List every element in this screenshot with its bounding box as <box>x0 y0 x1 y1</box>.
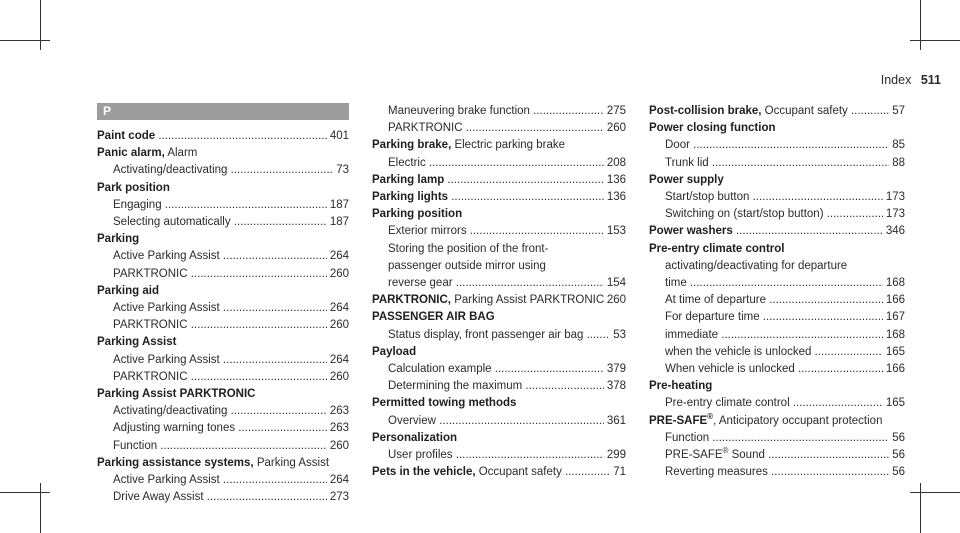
page-ref: 53 <box>613 328 626 341</box>
entry-term: Payload <box>372 345 417 358</box>
sub-entry-text <box>388 327 610 344</box>
entry-term: Panic alarm, <box>97 147 165 160</box>
sub-entry-term: Exterior mirrors <box>388 225 467 238</box>
index-column-2 <box>372 103 626 481</box>
page-ref: 264 <box>329 250 349 263</box>
entry-cross-ref: Electric parking brake <box>451 139 566 152</box>
entry-term: Power closing function <box>649 122 776 135</box>
entry-term: PRE-SAFE <box>649 414 708 427</box>
page-ref: 154 <box>606 277 626 290</box>
entry-cross-ref: , Anticipatory occupant protection <box>713 414 883 427</box>
page-ref: 168 <box>885 328 905 341</box>
page-ref: 208 <box>606 156 626 169</box>
index-entry <box>97 283 349 335</box>
sub-entry-text <box>388 223 604 240</box>
sub-entry <box>649 309 905 326</box>
sub-entry <box>97 489 349 506</box>
entry-heading-row <box>649 172 905 189</box>
sub-entry <box>649 464 905 481</box>
sub-entry <box>649 189 905 206</box>
page-ref: 73 <box>336 164 349 177</box>
entry-heading-row <box>97 128 349 145</box>
sub-entry-term: Selecting automatically <box>113 216 231 229</box>
sub-entry-text <box>113 489 327 506</box>
sub-entry-text <box>665 395 883 412</box>
entry-heading-text <box>649 223 883 240</box>
entry-heading-row <box>97 145 349 162</box>
entry-term: Parking aid <box>97 284 159 297</box>
sub-entry-text <box>113 317 327 334</box>
registered-mark: ® <box>707 412 714 421</box>
sub-entry-text <box>388 361 604 378</box>
entry-term: Post-collision brake, <box>649 105 762 117</box>
entry-term: Pets in the vehicle, <box>372 466 476 479</box>
entry-heading-row <box>372 172 626 189</box>
sub-entry-term: Switching on (start/stop button) <box>665 208 824 221</box>
entry-heading-text <box>649 172 905 189</box>
entry-heading-row <box>372 292 626 309</box>
page-ref: 168 <box>885 277 905 290</box>
entry-term: PASSENGER AIR BAG <box>372 311 495 324</box>
sub-entry-term: when the vehicle is unlocked <box>665 345 812 358</box>
sub-entry-text <box>388 447 604 464</box>
sub-entry <box>649 137 905 154</box>
page-ref: 263 <box>329 422 349 435</box>
sub-entry <box>372 103 626 120</box>
sub-entry-term: Activating/deactivating <box>113 164 228 177</box>
index-entry <box>649 241 905 379</box>
sub-entry <box>372 361 626 378</box>
entry-term: Parking lights <box>372 191 449 204</box>
sub-entry <box>372 378 626 395</box>
entry-heading-row <box>649 241 905 258</box>
sub-entry-term: PARKTRONIC <box>113 319 188 332</box>
page-ref: 264 <box>329 353 349 366</box>
page-number: 511 <box>920 73 941 87</box>
sub-entry <box>372 275 626 292</box>
sub-entry <box>97 352 349 369</box>
sub-entry-text <box>665 464 889 481</box>
page-ref: 88 <box>892 156 905 169</box>
page-ref: 56 <box>892 431 905 444</box>
entry-heading-row <box>372 464 626 481</box>
index-entry <box>97 128 349 145</box>
sub-entry-text <box>665 327 883 344</box>
index-entry <box>372 464 626 481</box>
page-ref: 71 <box>613 466 626 479</box>
index-entry <box>372 137 626 171</box>
sub-entry <box>97 266 349 283</box>
entry-heading-text <box>649 378 905 395</box>
sub-entry-term: Door <box>665 139 690 152</box>
entry-heading-row <box>97 334 349 351</box>
entry-heading-row <box>372 395 626 412</box>
sub-entry-term: Calculation example <box>388 363 492 376</box>
sub-entry <box>649 447 905 464</box>
sub-entry-line: passenger outside mirror using <box>388 259 546 272</box>
entry-heading-text <box>97 145 349 162</box>
page-ref: 378 <box>606 380 626 393</box>
entry-cross-ref: Parking Assist <box>253 456 330 469</box>
entry-term: Parking lamp <box>372 173 445 186</box>
sub-entry-text <box>113 438 327 455</box>
page-ref: 167 <box>885 311 905 324</box>
sub-entry <box>97 420 349 437</box>
index-entry <box>649 223 905 240</box>
sub-entry-term: Electric <box>388 156 426 169</box>
entry-heading-text <box>372 189 604 206</box>
sub-entry <box>372 120 626 137</box>
page-ref: 260 <box>329 267 349 280</box>
sub-entry-text <box>665 189 883 206</box>
page-ref: 85 <box>892 139 905 152</box>
sub-entry-term: PRE-SAFE <box>665 449 723 462</box>
entry-heading-text <box>372 172 604 189</box>
sub-entry <box>97 162 349 179</box>
page-ref: 260 <box>606 122 626 135</box>
page-ref: 275 <box>606 105 626 117</box>
page-ref: 346 <box>885 225 905 238</box>
sub-entry-text <box>665 275 883 292</box>
sub-entry-text <box>113 248 327 265</box>
sub-entry-text <box>113 420 327 437</box>
index-entry <box>649 103 905 120</box>
entry-heading-text <box>372 344 626 361</box>
sub-entry <box>372 413 626 430</box>
page-ref: 273 <box>329 491 349 504</box>
entry-heading-text <box>97 386 349 403</box>
page-ref: 165 <box>885 345 905 358</box>
sub-entry <box>372 223 626 240</box>
entry-term: Parking brake, <box>372 139 452 152</box>
index-entry <box>649 172 905 224</box>
sub-entry-term: Trunk lid <box>665 156 709 169</box>
sub-entry-term-cont: Sound <box>728 449 765 462</box>
entry-heading-text <box>649 413 905 430</box>
sub-entry-text <box>665 206 883 223</box>
sub-entry-term: PARKTRONIC <box>388 122 463 135</box>
entry-term: Parking position <box>372 208 463 221</box>
sub-entry-text <box>665 447 889 464</box>
sub-entry-text <box>388 378 604 395</box>
registered-mark: ® <box>722 447 729 456</box>
sub-entry <box>97 472 349 489</box>
sub-entry-term: Active Parking Assist <box>113 353 220 366</box>
sub-entry-term: PARKTRONIC <box>113 267 188 280</box>
sub-entry-text <box>113 403 327 420</box>
sub-entry <box>97 369 349 386</box>
sub-entry-text <box>113 197 327 214</box>
sub-entry <box>649 292 905 309</box>
sub-entry <box>372 447 626 464</box>
sub-entry-text <box>665 137 889 154</box>
entry-cross-ref: Alarm <box>164 147 198 160</box>
sub-entry <box>372 327 626 344</box>
sub-entry-text <box>113 214 327 231</box>
sub-entry-text <box>388 103 604 120</box>
entry-heading-text <box>97 180 349 197</box>
entry-term: Parking Assist <box>97 336 177 349</box>
crop-mark <box>910 40 960 41</box>
sub-entry-term: User profiles <box>388 449 453 462</box>
entry-heading-text <box>97 283 349 300</box>
entry-heading-text <box>97 455 349 472</box>
sub-entry <box>97 248 349 265</box>
sub-entry-text <box>665 344 883 361</box>
sub-entry <box>97 197 349 214</box>
sub-entry-term: Active Parking Assist <box>113 474 220 487</box>
entry-term: Parking assistance systems, <box>97 456 254 469</box>
index-column-3 <box>649 103 905 481</box>
section-label: Index <box>880 73 912 87</box>
sub-entry-term: Reverting measures <box>665 466 768 479</box>
entry-heading-row <box>372 189 626 206</box>
entry-heading-row <box>97 455 349 472</box>
entry-heading-row <box>372 309 626 326</box>
index-entry <box>649 413 905 482</box>
sub-entry <box>649 155 905 172</box>
entry-heading-row <box>372 137 626 154</box>
sub-entry <box>97 317 349 334</box>
page-ref: 401 <box>329 130 349 142</box>
page-ref: 56 <box>892 449 905 462</box>
page-ref: 260 <box>329 319 349 332</box>
entry-term: PARKTRONIC, <box>372 294 452 307</box>
sub-entry-term: reverse gear <box>388 277 453 290</box>
entry-cross-ref: Occupant safety <box>761 105 848 117</box>
sub-entry-text <box>113 300 327 317</box>
entry-heading-text <box>372 292 604 309</box>
index-entry <box>97 180 349 232</box>
sub-entry-term: Active Parking Assist <box>113 250 220 263</box>
sub-entry <box>649 206 905 223</box>
sub-entry-term: At time of departure <box>665 294 766 307</box>
page-ref: 166 <box>885 294 905 307</box>
sub-entry-line: Storing the position of the front- <box>388 242 549 255</box>
entry-heading-row <box>97 283 349 300</box>
index-entry <box>372 292 626 309</box>
entry-heading-text <box>372 395 626 412</box>
sub-entry-term: Engaging <box>113 198 162 211</box>
crop-mark <box>920 483 921 533</box>
page-ref: 264 <box>329 302 349 315</box>
page-ref: 299 <box>606 449 626 462</box>
index-entry <box>372 103 626 137</box>
crop-mark <box>920 0 921 50</box>
entry-term: Personalization <box>372 431 457 444</box>
sub-entry <box>97 438 349 455</box>
index-entry <box>372 430 626 464</box>
sub-entry <box>97 403 349 420</box>
entry-heading-text <box>649 103 889 120</box>
entry-heading-text <box>97 128 327 145</box>
sub-entry <box>649 430 905 447</box>
index-entry <box>372 344 626 396</box>
index-entry <box>372 206 626 292</box>
sub-entry-text <box>113 472 327 489</box>
page-ref: 136 <box>606 173 626 186</box>
entry-heading-row <box>649 120 905 137</box>
index-entry <box>372 172 626 189</box>
sub-entry-text <box>665 361 883 378</box>
entry-heading-text <box>97 231 349 248</box>
entry-heading-text <box>649 120 905 137</box>
sub-entry <box>649 327 905 344</box>
sub-entry-term: Start/stop button <box>665 191 750 204</box>
sub-entry-term: Function <box>113 439 158 452</box>
page-ref: 166 <box>885 363 905 376</box>
sub-entry-term: PARKTRONIC <box>113 370 188 383</box>
index-entry <box>649 120 905 172</box>
page-ref: 57 <box>892 105 905 117</box>
page-ref: 187 <box>329 216 349 229</box>
page-ref: 165 <box>885 397 905 410</box>
entry-heading-text <box>372 137 626 154</box>
sub-entry-text <box>388 413 604 430</box>
entry-heading-row <box>97 386 349 403</box>
entry-heading-text <box>372 464 610 481</box>
entry-term: Pre-entry climate control <box>649 242 785 255</box>
entry-term: Power supply <box>649 173 724 186</box>
entry-heading-text <box>372 206 626 223</box>
sub-entry-text <box>113 266 327 283</box>
page-ref: 260 <box>329 370 349 383</box>
sub-entry-term: Active Parking Assist <box>113 302 220 315</box>
sub-entry-term: Activating/deactivating <box>113 405 228 418</box>
index-entry <box>372 189 626 206</box>
crop-mark <box>40 0 41 50</box>
crop-mark <box>0 40 50 41</box>
page-ref: 379 <box>606 363 626 376</box>
sub-entry-text <box>388 155 604 172</box>
page-header <box>881 73 941 87</box>
sub-entry-line: activating/deactivating for departure <box>665 259 848 272</box>
sub-entry <box>649 361 905 378</box>
page-ref: 260 <box>329 439 349 452</box>
entry-heading-text <box>372 309 626 326</box>
entry-heading-text <box>97 334 349 351</box>
index-entry <box>97 231 349 283</box>
index-entry <box>649 378 905 412</box>
entry-heading-row <box>649 103 905 120</box>
index-entry <box>372 309 626 343</box>
sub-entry-text <box>388 120 604 137</box>
sub-entry-text <box>388 275 604 292</box>
entry-term: Permitted towing methods <box>372 397 517 410</box>
entry-heading-row <box>97 180 349 197</box>
entry-term: Park position <box>97 181 170 194</box>
sub-entry <box>372 155 626 172</box>
sub-entry-term: For departure time <box>665 311 760 324</box>
index-entry <box>97 455 349 507</box>
crop-mark <box>910 492 960 493</box>
entry-cross-ref: Occupant safety <box>475 466 562 479</box>
sub-entry-text <box>665 155 889 172</box>
entry-heading-row <box>97 231 349 248</box>
sub-entry <box>97 214 349 231</box>
sub-entry-term: time <box>665 277 687 290</box>
entry-term: Parking Assist PARKTRONIC <box>97 388 256 401</box>
sub-entry-term: Drive Away Assist <box>113 491 204 504</box>
page-ref: 153 <box>606 225 626 238</box>
sub-entry <box>97 300 349 317</box>
entry-heading-row <box>649 413 905 430</box>
entry-heading-row <box>649 378 905 395</box>
sub-entry-text <box>113 352 327 369</box>
page-ref: 56 <box>892 466 905 479</box>
entry-heading-row <box>372 344 626 361</box>
entry-cross-ref: Parking Assist PARKTRONIC <box>451 294 604 307</box>
sub-entry-text <box>665 430 889 447</box>
entry-heading-text <box>649 241 905 258</box>
sub-entry-term: Maneuvering brake function <box>388 105 530 117</box>
entry-heading-text <box>372 430 626 447</box>
page-ref: 173 <box>885 191 905 204</box>
index-entry <box>97 334 349 386</box>
letter-heading: P <box>97 103 349 120</box>
sub-entry-term: Overview <box>388 414 436 427</box>
sub-entry-text <box>113 162 333 179</box>
index-entry <box>97 386 349 455</box>
page-ref: 173 <box>885 208 905 221</box>
sub-entry-term: Adjusting warning tones <box>113 422 236 435</box>
page-ref: 361 <box>606 414 626 427</box>
index-entry <box>97 145 349 179</box>
entry-heading-row <box>372 430 626 447</box>
sub-entry-term: immediate <box>665 328 719 341</box>
entry-heading-row <box>372 206 626 223</box>
sub-entry-term: Function <box>665 431 710 444</box>
entry-term: Paint code <box>97 130 156 142</box>
sub-entry-text <box>113 369 327 386</box>
entry-term: Parking <box>97 233 140 246</box>
crop-mark <box>40 483 41 533</box>
page-ref: 264 <box>329 474 349 487</box>
sub-entry <box>649 275 905 292</box>
sub-entry-term: Pre-entry climate control <box>665 397 790 410</box>
sub-entry <box>649 344 905 361</box>
sub-entry-text <box>665 309 883 326</box>
entry-heading-row <box>649 223 905 240</box>
page-ref: 187 <box>329 198 349 211</box>
index-column-1 <box>97 103 349 506</box>
entry-term: Pre-heating <box>649 380 713 393</box>
index-entry <box>372 395 626 429</box>
sub-entry <box>649 395 905 412</box>
sub-entry-term: When vehicle is unlocked <box>665 363 795 376</box>
page-ref: 263 <box>329 405 349 418</box>
entry-term: Power washers <box>649 225 733 238</box>
page-ref: 260 <box>606 294 626 307</box>
sub-entry-term: Determining the maximum <box>388 380 523 393</box>
crop-mark <box>0 492 50 493</box>
sub-entry-text <box>665 292 883 309</box>
page-ref: 136 <box>606 191 626 204</box>
sub-entry-term: Status display, front passenger air bag <box>388 328 584 341</box>
